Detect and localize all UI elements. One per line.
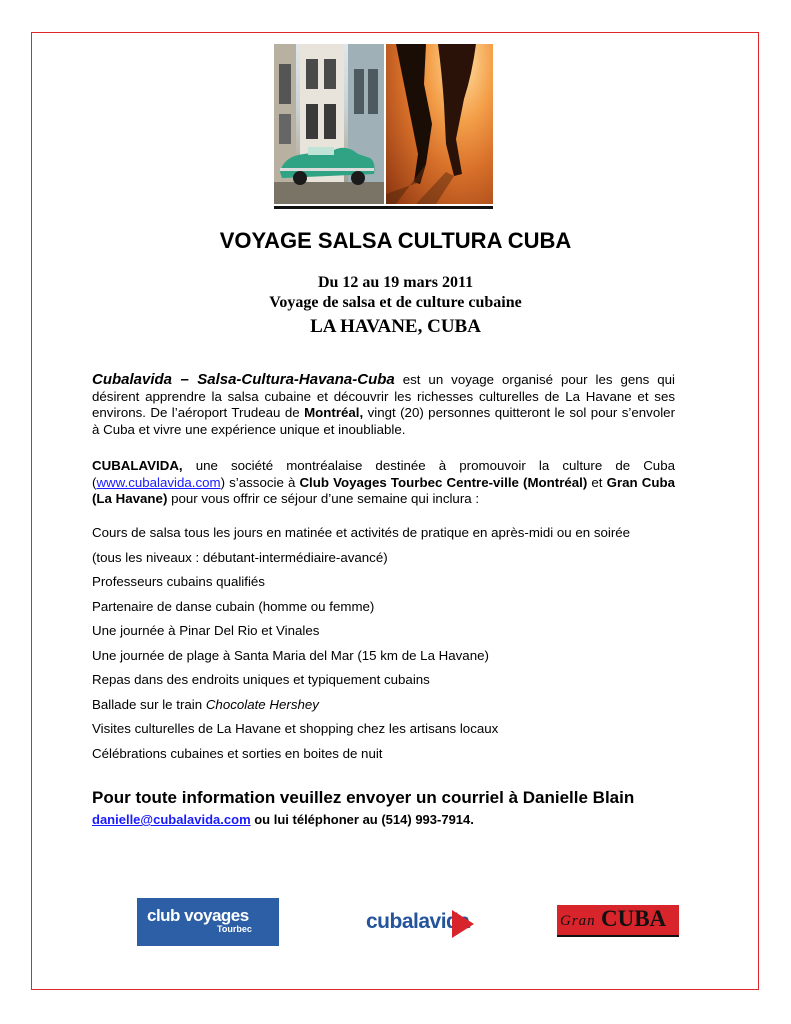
contact-heading: Pour toute information veuillez envoyer un courriel à Danielle Blain (92, 788, 635, 807)
list-item-train (92, 696, 692, 721)
list-item: Célébrations cubaines et sorties en boites de nuit (92, 745, 383, 761)
partners-paragraph (92, 458, 675, 508)
header-rule (274, 206, 493, 209)
list-item: Partenaire de danse cubain (homme ou femme) (92, 598, 375, 614)
havana-street-photo (274, 44, 384, 204)
contact-line (92, 812, 474, 827)
intro-lead: Cubalavida – Salsa-Cultura-Havana-Cuba (92, 371, 395, 388)
club-voyages-logo (137, 898, 279, 946)
page-title: VOYAGE SALSA CULTURA CUBA (219, 228, 572, 253)
list-item: Une journée de plage à Santa Maria del Mar (15 km de La Havane) (92, 647, 489, 663)
cubalavida-arrow-icon (452, 910, 474, 938)
club-voyages-logo-text: club voyages (147, 906, 249, 925)
trip-subtitle: Voyage de salsa et de culture cubaine (269, 294, 522, 311)
intro-paragraph (92, 372, 675, 438)
gran-cuba-logo-gran: Gran (560, 913, 596, 929)
company-name: CUBALAVIDA, (92, 458, 183, 473)
list-item: Cours de salsa tous les jours en matinée et activités de pratique en après-midi ou en soirée (92, 525, 631, 540)
trip-dates: Du 12 au 19 mars 2011 (317, 274, 474, 291)
train-prefix: Ballade sur le train (92, 696, 206, 712)
salsa-dancers-photo (386, 44, 493, 204)
partner-club-voyages: Club Voyages Tourbec Centre-ville (Montréal) (299, 474, 588, 490)
train-name: Chocolate Hershey (205, 696, 319, 712)
club-voyages-logo-sub: Tourbec (217, 924, 252, 934)
gran-cuba-logo (557, 905, 679, 937)
phone-text: ou lui téléphoner au (514) 993-7914. (250, 812, 474, 827)
partner-gran-cuba: Gran Cuba (La Havane) (92, 474, 675, 506)
list-item: (tous les niveaux : débutant-intermédiaire-avancé) (92, 549, 388, 565)
list-item: Une journée à Pinar Del Rio et Vinales (92, 623, 320, 638)
partners-text-4: pour vous offrir ce séjour d’une semaine qui inclura : (167, 491, 480, 506)
intro-text-1: est un voyage organisé pour les gens qui désirent apprendre la salsa cubaine et découvrir les richesses culturelles de La Havane et ses environs. De l’aéroport Trudeau de (92, 372, 675, 420)
included-items-list (92, 524, 692, 769)
partners-text-2: ) s’associe à (220, 474, 300, 490)
intro-text-2: vingt (20) personnes quitteront le sol pour s’envoler à Cuba et vivre une expérience unique et inoubliable. (92, 405, 675, 437)
list-item: Visites culturelles de La Havane et shopping chez les artisans locaux (92, 721, 499, 736)
list-item: Repas dans des endroits uniques et typiquement cubains (92, 672, 430, 687)
trip-location: LA HAVANE, CUBA (310, 316, 481, 337)
cubalavida-logo: cubalavida (366, 910, 470, 933)
partners-text-1: une société montréalaise destinée à promouvoir la culture de Cuba ( (92, 458, 675, 490)
intro-city: Montréal, (304, 405, 364, 420)
gran-cuba-underline (557, 935, 679, 937)
list-item: Professeurs cubains qualifiés (92, 574, 265, 589)
email-link[interactable]: danielle@cubalavida.com (92, 812, 251, 827)
website-link[interactable]: www.cubalavida.com (96, 474, 221, 490)
gran-cuba-logo-cuba: CUBA (601, 906, 667, 931)
partners-text-3: et (587, 474, 607, 490)
